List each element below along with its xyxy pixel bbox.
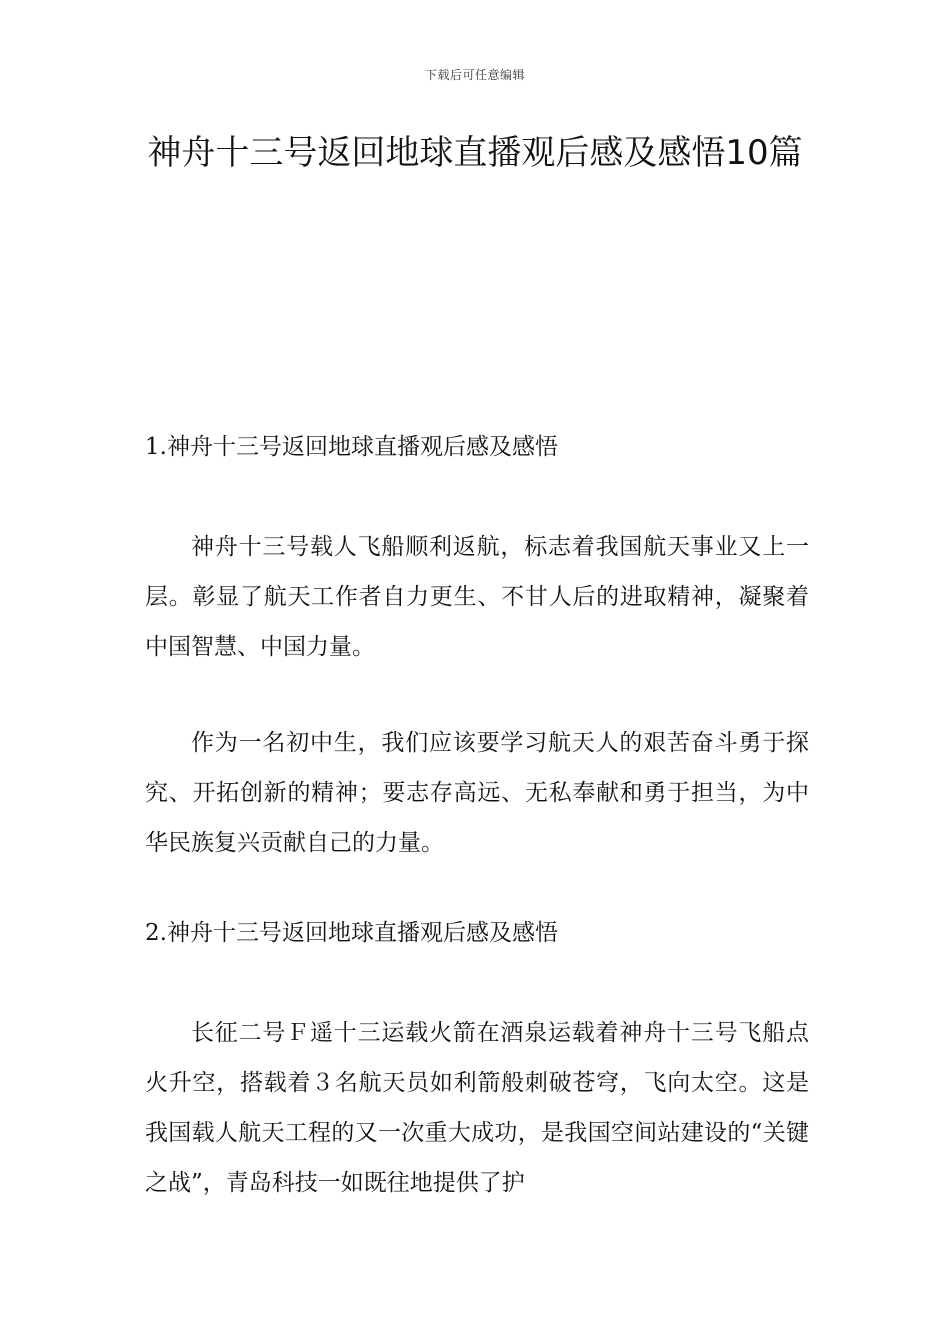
- section-heading: 1.神舟十三号返回地球直播观后感及感悟: [145, 434, 558, 460]
- paragraph: 神舟十三号载人飞船顺利返航，标志着我国航天事业又上一层。彰显了航天工作者自力更生、不甘人后的进取精神，凝聚着中国智慧、中国力量。: [145, 534, 809, 660]
- document-body: [145, 428, 809, 1208]
- header-note: 下载后可任意编辑: [424, 68, 525, 82]
- paragraph: 长征二号Ｆ遥十三运载火箭在酒泉运载着神舟十三号飞船点火升空，搭载着３名航天员如利箭般刺破苍穹，飞向太空。这是我国载人航天工程的又一次重大成功，是我国空间站建设的“关键之战”，青岛科技一如既往地提供了护: [145, 1020, 809, 1196]
- document-title: 神舟十三号返回地球直播观后感及感悟10篇: [147, 133, 803, 173]
- paragraph: 作为一名初中生，我们应该要学习航天人的艰苦奋斗勇于探究、开拓创新的精神；要志存高远、无私奉献和勇于担当，为中华民族复兴贡献自己的力量。: [145, 730, 809, 856]
- section-1: [145, 428, 809, 868]
- section-heading: 2.神舟十三号返回地球直播观后感及感悟: [145, 920, 558, 946]
- section-2: [145, 914, 809, 1208]
